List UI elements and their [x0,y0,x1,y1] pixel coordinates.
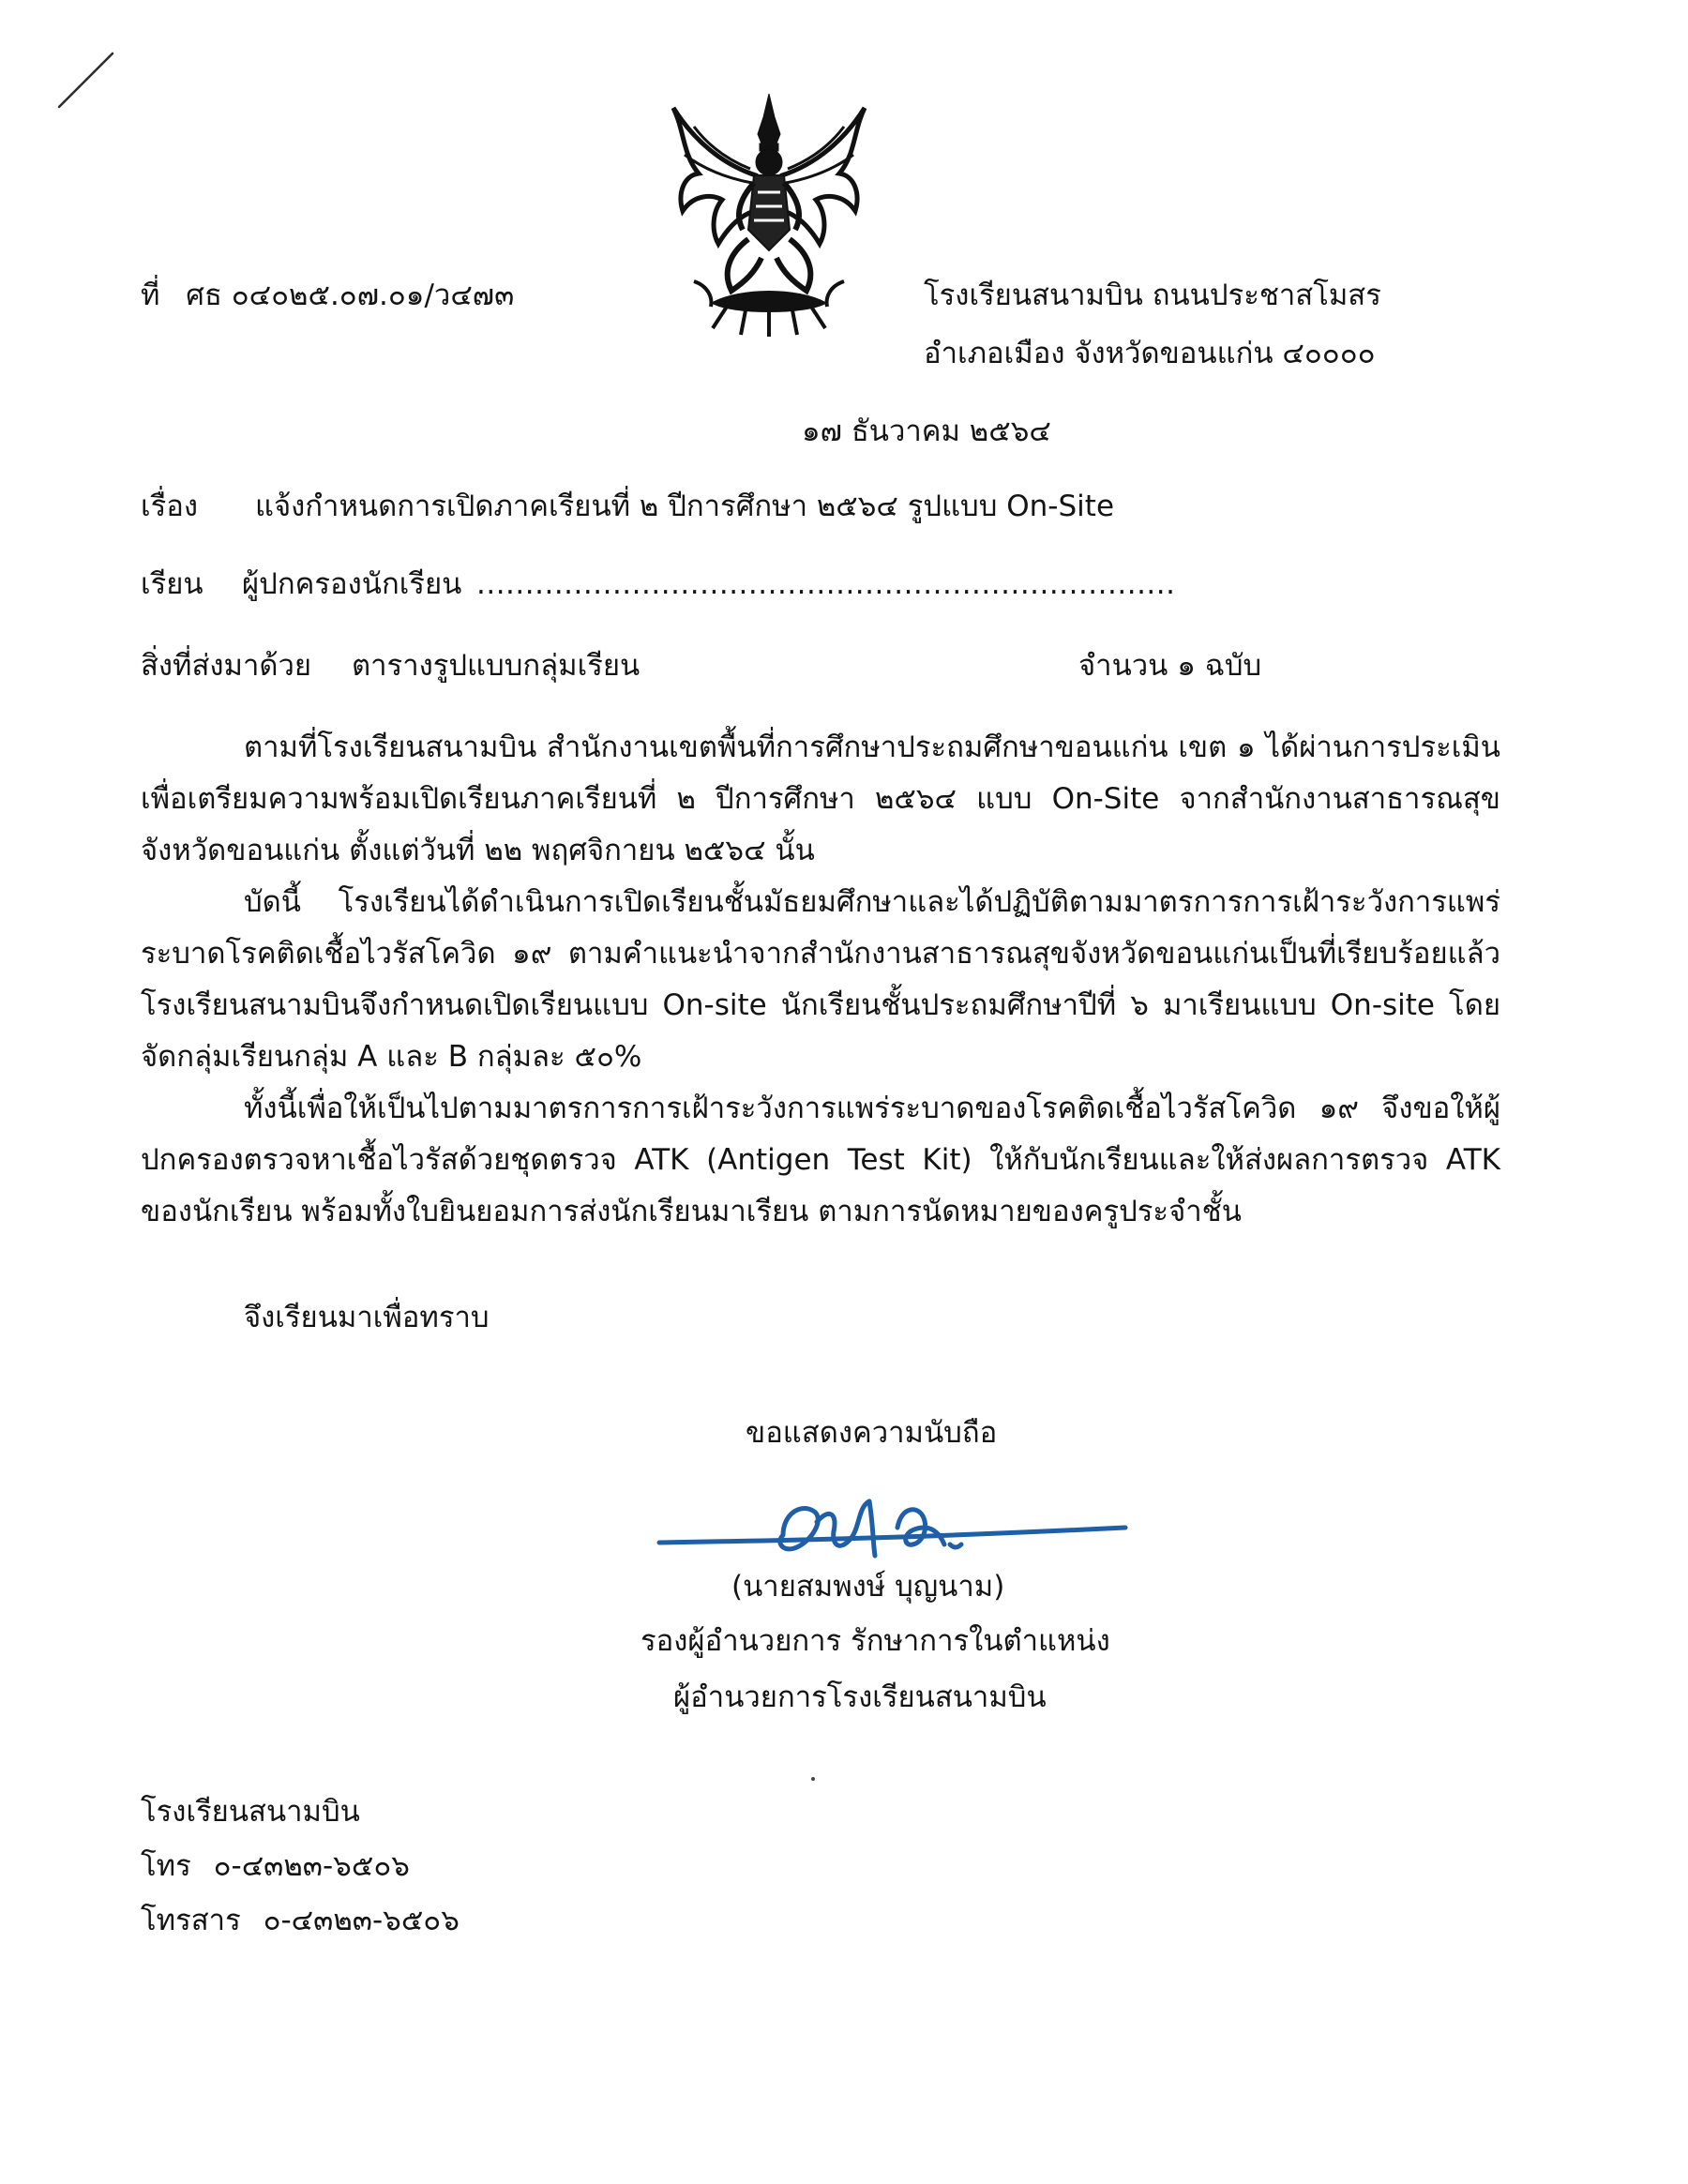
school-address-line1: โรงเรียนสนามบิน ถนนประชาสโมสร [924,279,1381,312]
body-paragraph-2: บัดนี้ โรงเรียนได้ดำเนินการเปิดเรียนชั้นมัธยมศึกษาและได้ปฏิบัติตามมาตรการการเฝ้าระวังการแพร่ระบาดโรคติดเชื้อไวรัสโควิด ๑๙ ตามคำแนะนำจากสำนักงานสาธารณสุขจังหวัดขอนแก่นเป็นที่เรียบร้อยแล้ว โรงเรียนสนามบินจึงกำหนดเปิดเรียนแบบ On-site นักเรียนชั้นประถมศึกษาปีที่ ๖ มาเรียนแบบ On-site โดยจัดกลุ่มเรียนกลุ่ม A และ B กลุ่มละ ๕๐% [141,885,1500,1074]
subject-label: เรื่อง [141,490,199,523]
enclosure-count: จำนวน ๑ ฉบับ [1078,649,1262,683]
signatory-name: (นายสมพงษ์ บุญนาม) [731,1570,1005,1604]
fax-number: ๐-๔๓๒๓-๖๕๐๖ [263,1904,460,1937]
reference-label: ที่ [141,279,160,312]
pen-mark [52,49,127,114]
reference-value: ศธ ๐๔๐๒๕.๐๗.๐๑/ว๔๗๓ [186,279,515,312]
recipient-text: ผู้ปกครองนักเรียน [242,567,462,601]
letter-date: ๑๗ ธันวาคม ๒๕๖๔ [802,414,1051,448]
telephone-number: ๐-๔๓๒๓-๖๕๐๖ [213,1849,410,1883]
scan-speck [811,1777,815,1781]
recipient-label: เรียน [141,567,203,601]
signatory-position-line2: ผู้อำนวยการโรงเรียนสนามบิน [673,1680,1047,1714]
reference-number [141,277,514,314]
footer-organization: โรงเรียนสนามบิน [141,1795,360,1829]
recipient-dotted-line: ........................................................................ [476,567,1176,601]
closing-line: จึงเรียนมาเพื่อทราบ [244,1301,490,1334]
telephone-label: โทร [141,1849,191,1883]
school-address-line2: อำเภอเมือง จังหวัดขอนแก่น ๔๐๐๐๐ [924,337,1376,370]
body-paragraph-3: ทั้งนี้เพื่อให้เป็นไปตามมาตรการการเฝ้าระวังการแพร่ระบาดของโรคติดเชื้อไวรัสโควิด ๑๙ จึงขอให้ผู้ปกครองตรวจหาเชื้อไวรัสด้วยชุดตรวจ ATK (Antigen Test Kit) ให้กับนักเรียนและให้ส่งผลการตรวจ ATK ของนักเรียน พร้อมทั้งใบยินยอมการส่งนักเรียนมาเรียน ตามการนัดหมายของครูประจำชั้น [141,1092,1500,1228]
footer-telephone [141,1847,410,1885]
enclosure-label: สิ่งที่ส่งมาด้วย [141,649,312,683]
fax-label: โทรสาร [141,1904,241,1937]
signatory-position-line1: รองผู้อำนวยการ รักษาการในตำแหน่ง [641,1624,1110,1658]
handwritten-signature [652,1486,1139,1575]
body-paragraph-1: ตามที่โรงเรียนสนามบิน สำนักงานเขตพื้นที่การศึกษาประถมศึกษาขอนแก่น เขต ๑ ได้ผ่านการประเมินเพื่อเตรียมความพร้อมเปิดเรียนภาคเรียนที่ ๒ ปีการศึกษา ๒๕๖๔ แบบ On-Site จากสำนักงานสาธารณสุขจังหวัดขอนแก่น ตั้งแต่วันที่ ๒๒ พฤศจิกายน ๒๕๖๔ นั้น [141,731,1500,867]
subject-text: แจ้งกำหนดการเปิดภาคเรียนที่ ๒ ปีการศึกษา ๒๕๖๔ รูปแบบ On-Site [255,490,1115,523]
closing-regards: ขอแสดงความนับถือ [746,1416,998,1450]
enclosure-text: ตารางรูปแบบกลุ่มเรียน [352,649,641,683]
footer-fax [141,1902,460,1939]
garuda-emblem-icon [656,89,882,338]
